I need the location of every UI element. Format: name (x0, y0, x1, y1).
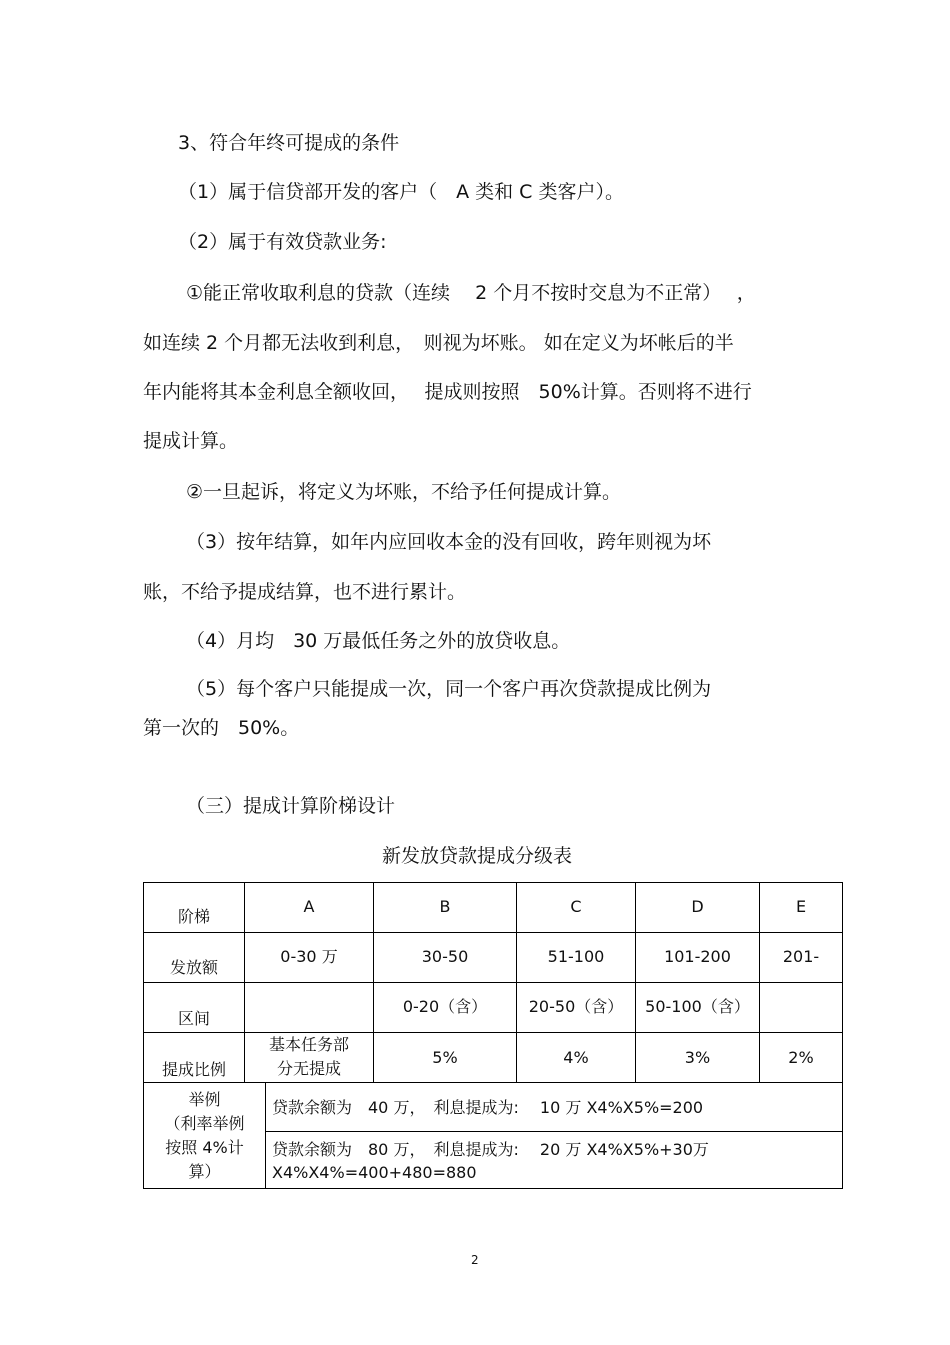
heading-conditions: 3、符合年终可提成的条件 (178, 132, 400, 154)
paragraph-condition-1: （1）属于信贷部开发的客户（ A 类和 C 类客户）。 (178, 181, 624, 203)
tier-c: C (570, 897, 582, 916)
paragraph-item-2: ②一旦起诉，将定义为坏账，不给予任何提成计算。 (186, 481, 622, 503)
rate-d: 3% (684, 1048, 711, 1067)
rate-a-line1: 基本任务部 (268, 1035, 349, 1054)
tier-b: B (439, 897, 451, 916)
row-label-rate: 提成比例 (161, 1060, 226, 1079)
amount-a: 0-30 万 (280, 947, 338, 966)
tier-e: E (795, 897, 807, 916)
paragraph-condition-3-line1: （3）按年结算，如年内应回收本金的没有回收，跨年则视为坏 (186, 531, 712, 553)
section-heading-tiers: （三）提成计算阶梯设计 (186, 795, 396, 817)
example-label-line2: （利率举例 (164, 1114, 245, 1133)
amount-b: 30-50 (421, 947, 469, 966)
paragraph-condition-5-line2: 第一次的 50%。 (143, 717, 300, 739)
paragraph-item-1-line2: 如连续 2 个月都无法收到利息， 则视为坏账。 如在定义为坏帐后的半 (143, 332, 734, 354)
example-label-line4: 算） (188, 1162, 221, 1181)
row-label-tier: 阶梯 (177, 907, 210, 926)
amount-e: 201- (782, 947, 820, 966)
tier-d: D (691, 897, 704, 916)
paragraph-condition-3-line2: 账，不给予提成结算，也不进行累计。 (143, 581, 467, 603)
example-label-line3: 按照 4%计 (165, 1138, 244, 1157)
range-b: 0-20（含） (402, 997, 488, 1016)
paragraph-condition-4: （4）月均 30 万最低任务之外的放贷收息。 (186, 630, 571, 652)
row-label-amount: 发放额 (169, 958, 218, 977)
row-label-range: 区间 (177, 1009, 210, 1028)
paragraph-condition-5-line1: （5）每个客户只能提成一次，同一个客户再次贷款提成比例为 (186, 678, 712, 700)
amount-c: 51-100 (547, 947, 605, 966)
tier-a: A (303, 897, 315, 916)
table-caption: 新发放贷款提成分级表 (382, 845, 573, 867)
rate-e: 2% (788, 1048, 814, 1067)
paragraph-condition-2: （2）属于有效贷款业务: (178, 231, 387, 253)
page-number: 2 (471, 1253, 479, 1267)
example-1: 贷款余额为 40 万， 利息提成为: 10 万 X4%X5%=200 (272, 1098, 704, 1117)
range-d: 50-100（含） (645, 997, 750, 1016)
amount-d: 101-200 (664, 947, 731, 966)
rate-c: 4% (563, 1048, 589, 1067)
paragraph-item-1-line3: 年内能将其本金利息全额收回， 提成则按照 50%计算。否则将不进行 (143, 381, 752, 403)
example-2-line2: X4%X4%=400+480=880 (272, 1163, 477, 1182)
example-label-line1: 举例 (188, 1090, 221, 1109)
example-2-line1: 贷款余额为 80 万， 利息提成为: 20 万 X4%X5%+30万 (272, 1140, 709, 1159)
rate-a-line2: 分无提成 (276, 1059, 341, 1078)
range-c: 20-50（含） (528, 997, 624, 1016)
paragraph-item-1-line1: ①能正常收取利息的贷款（连续 2 个月不按时交息为不正常） ， (186, 282, 756, 304)
rate-b: 5% (432, 1048, 458, 1067)
paragraph-item-1-line4: 提成计算。 (143, 430, 239, 452)
